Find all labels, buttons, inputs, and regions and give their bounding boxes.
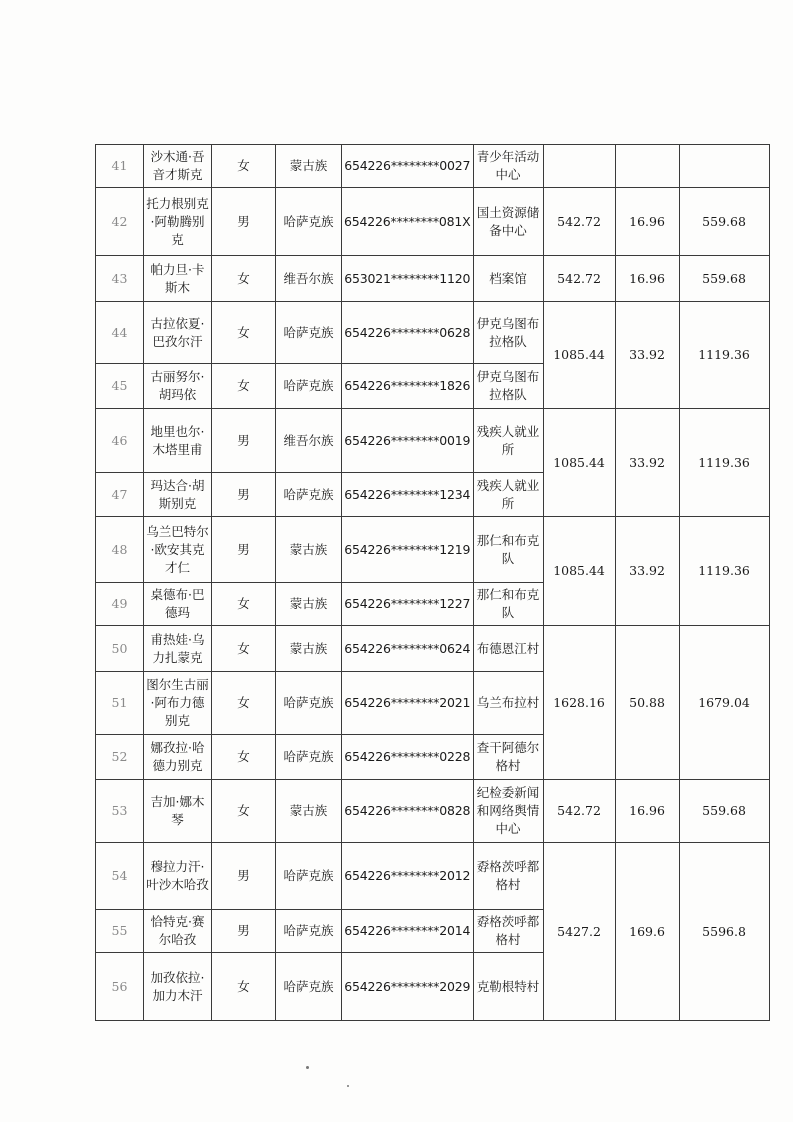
amount-total [679,145,769,188]
row-number: 54 [96,843,144,910]
amount-total: 1679.04 [679,626,769,780]
id-number: 654226********0624 [342,626,474,672]
amount-a: 1085.44 [543,302,615,409]
work-unit: 残疾人就业所 [473,473,543,517]
row-number: 41 [96,145,144,188]
person-name: 古丽努尔·胡玛依 [144,364,212,409]
id-number: 654226********0228 [342,735,474,780]
ethnicity: 哈萨克族 [276,843,342,910]
work-unit: 那仁和布克队 [473,517,543,583]
amount-total: 1119.36 [679,302,769,409]
work-unit: 国土资源储备中心 [473,188,543,256]
table-row [96,256,770,302]
amount-b: 33.92 [615,517,679,626]
row-number: 52 [96,735,144,780]
gender: 女 [212,145,276,188]
gender: 女 [212,735,276,780]
amount-a: 542.72 [543,780,615,843]
row-number: 45 [96,364,144,409]
work-unit: 布德恩江村 [473,626,543,672]
id-number: 654226********1234 [342,473,474,517]
amount-a: 1628.16 [543,626,615,780]
person-name: 古拉依夏·巴孜尔汗 [144,302,212,364]
amount-b: 50.88 [615,626,679,780]
id-number: 654226********0628 [342,302,474,364]
table-row [96,780,770,843]
table-row [96,843,770,910]
gender: 男 [212,409,276,473]
person-name: 乌兰巴特尔·欧安其克才仁 [144,517,212,583]
amount-total: 5596.8 [679,843,769,1021]
id-number: 653021********1120 [342,256,474,302]
id-number: 654226********0019 [342,409,474,473]
table-row [96,626,770,672]
person-name: 吉加·娜木琴 [144,780,212,843]
person-name: 沙木通·吾音才斯克 [144,145,212,188]
row-number: 42 [96,188,144,256]
gender: 男 [212,910,276,953]
person-name: 娜孜拉·哈德力别克 [144,735,212,780]
gender: 女 [212,672,276,735]
gender: 男 [212,843,276,910]
ethnicity: 哈萨克族 [276,953,342,1021]
gender: 男 [212,188,276,256]
ethnicity: 哈萨克族 [276,735,342,780]
row-number: 50 [96,626,144,672]
work-unit: 那仁和布克队 [473,583,543,626]
ethnicity: 哈萨克族 [276,672,342,735]
person-name: 恰特克·赛尔哈孜 [144,910,212,953]
row-number: 46 [96,409,144,473]
person-name: 桌德布·巴德玛 [144,583,212,626]
work-unit: 克勒根特村 [473,953,543,1021]
amount-b: 16.96 [615,256,679,302]
row-number: 55 [96,910,144,953]
ethnicity: 蒙古族 [276,583,342,626]
amount-total: 559.68 [679,780,769,843]
work-unit: 伊克乌图布拉格队 [473,302,543,364]
row-number: 44 [96,302,144,364]
amount-b: 169.6 [615,843,679,1021]
amount-a: 542.72 [543,256,615,302]
work-unit: 孬格茨呼都格村 [473,843,543,910]
ethnicity: 哈萨克族 [276,473,342,517]
id-number: 654226********1826 [342,364,474,409]
table-row [96,409,770,473]
ethnicity: 哈萨克族 [276,910,342,953]
gender: 女 [212,583,276,626]
ethnicity: 蒙古族 [276,626,342,672]
person-name: 帕力旦·卡斯木 [144,256,212,302]
person-name: 加孜依拉·加力木汗 [144,953,212,1021]
personnel-table [95,144,770,1021]
gender: 女 [212,626,276,672]
gender: 男 [212,473,276,517]
amount-b: 16.96 [615,780,679,843]
ethnicity: 哈萨克族 [276,364,342,409]
amount-total: 559.68 [679,256,769,302]
amount-a: 1085.44 [543,409,615,517]
id-number: 654226********2029 [342,953,474,1021]
table-row [96,302,770,364]
person-name: 托力根别克·阿勒腾别克 [144,188,212,256]
work-unit: 孬格茨呼都格村 [473,910,543,953]
person-name: 穆拉力汗·叶沙木哈孜 [144,843,212,910]
amount-total: 1119.36 [679,517,769,626]
work-unit: 乌兰布拉村 [473,672,543,735]
id-number: 654226********0828 [342,780,474,843]
work-unit: 残疾人就业所 [473,409,543,473]
table-row [96,517,770,583]
work-unit: 查干阿德尔格村 [473,735,543,780]
ethnicity: 蒙古族 [276,780,342,843]
row-number: 53 [96,780,144,843]
amount-b: 33.92 [615,302,679,409]
id-number: 654226********1227 [342,583,474,626]
gender: 女 [212,780,276,843]
work-unit: 档案馆 [473,256,543,302]
amount-a: 1085.44 [543,517,615,626]
scan-speck [306,1066,309,1069]
person-name: 甫热娃·乌力扎蒙克 [144,626,212,672]
gender: 女 [212,256,276,302]
row-number: 43 [96,256,144,302]
ethnicity: 哈萨克族 [276,302,342,364]
person-name: 地里也尔·木塔里甫 [144,409,212,473]
ethnicity: 维吾尔族 [276,256,342,302]
row-number: 56 [96,953,144,1021]
work-unit: 伊克乌图布拉格队 [473,364,543,409]
gender: 男 [212,517,276,583]
amount-a [543,145,615,188]
person-name: 玛达合·胡斯别克 [144,473,212,517]
ethnicity: 蒙古族 [276,145,342,188]
row-number: 48 [96,517,144,583]
work-unit: 纪检委新闻和网络舆情中心 [473,780,543,843]
person-name: 图尔生古丽·阿布力德别克 [144,672,212,735]
ethnicity: 维吾尔族 [276,409,342,473]
id-number: 654226********0027 [342,145,474,188]
id-number: 654226********2014 [342,910,474,953]
table-row [96,188,770,256]
work-unit: 青少年活动中心 [473,145,543,188]
gender: 女 [212,302,276,364]
amount-a: 542.72 [543,188,615,256]
table-row [96,145,770,188]
id-number: 654226********2021 [342,672,474,735]
id-number: 654226********1219 [342,517,474,583]
ethnicity: 蒙古族 [276,517,342,583]
gender: 女 [212,364,276,409]
id-number: 654226********081X [342,188,474,256]
row-number: 49 [96,583,144,626]
amount-b: 16.96 [615,188,679,256]
gender: 女 [212,953,276,1021]
amount-b [615,145,679,188]
row-number: 51 [96,672,144,735]
scan-speck [347,1085,349,1087]
amount-total: 559.68 [679,188,769,256]
ethnicity: 哈萨克族 [276,188,342,256]
row-number: 47 [96,473,144,517]
amount-b: 33.92 [615,409,679,517]
id-number: 654226********2012 [342,843,474,910]
amount-a: 5427.2 [543,843,615,1021]
amount-total: 1119.36 [679,409,769,517]
